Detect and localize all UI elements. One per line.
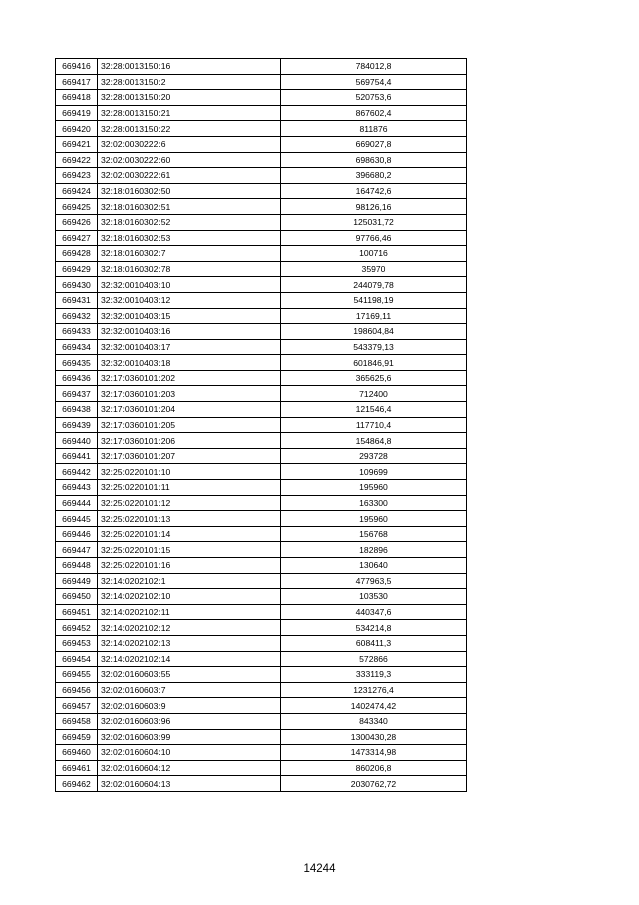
- table-row: [56, 573, 467, 589]
- table-row: [56, 152, 467, 168]
- value-cell: 156768: [281, 526, 467, 542]
- cadastral-number-cell: 32:14:0202102:10: [98, 589, 281, 605]
- cadastral-number-cell: 32:02:0160603:55: [98, 667, 281, 683]
- row-id-cell: 669445: [56, 511, 98, 527]
- cadastral-number-cell: 32:25:0220101:16: [98, 558, 281, 574]
- cadastral-number-cell: 32:02:0160604:13: [98, 776, 281, 792]
- row-id-cell: 669442: [56, 464, 98, 480]
- value-cell: 365625,6: [281, 370, 467, 386]
- cadastral-value-table: [55, 58, 467, 792]
- cadastral-number-cell: 32:14:0202102:1: [98, 573, 281, 589]
- table-row: [56, 230, 467, 246]
- cadastral-number-cell: 32:14:0202102:11: [98, 604, 281, 620]
- value-cell: 541198,19: [281, 292, 467, 308]
- row-id-cell: 669416: [56, 59, 98, 75]
- table-row: [56, 651, 467, 667]
- row-id-cell: 669446: [56, 526, 98, 542]
- cadastral-number-cell: 32:17:0360101:205: [98, 417, 281, 433]
- table-row: [56, 324, 467, 340]
- row-id-cell: 669432: [56, 308, 98, 324]
- cadastral-number-cell: 32:02:0160603:7: [98, 682, 281, 698]
- table-row: [56, 745, 467, 761]
- value-cell: 712400: [281, 386, 467, 402]
- cadastral-number-cell: 32:25:0220101:12: [98, 495, 281, 511]
- value-cell: 293728: [281, 448, 467, 464]
- table-row: [56, 495, 467, 511]
- row-id-cell: 669458: [56, 713, 98, 729]
- cadastral-number-cell: 32:14:0202102:13: [98, 635, 281, 651]
- cadastral-number-cell: 32:14:0202102:14: [98, 651, 281, 667]
- value-cell: 244079,78: [281, 277, 467, 293]
- table-row: [56, 261, 467, 277]
- row-id-cell: 669451: [56, 604, 98, 620]
- row-id-cell: 669448: [56, 558, 98, 574]
- value-cell: 843340: [281, 713, 467, 729]
- table-row: [56, 417, 467, 433]
- row-id-cell: 669431: [56, 292, 98, 308]
- row-id-cell: 669455: [56, 667, 98, 683]
- cadastral-number-cell: 32:28:0013150:20: [98, 90, 281, 106]
- value-cell: 198604,84: [281, 324, 467, 340]
- table-row: [56, 59, 467, 75]
- cadastral-number-cell: 32:14:0202102:12: [98, 620, 281, 636]
- value-cell: 163300: [281, 495, 467, 511]
- cadastral-number-cell: 32:25:0220101:13: [98, 511, 281, 527]
- row-id-cell: 669452: [56, 620, 98, 636]
- table-row: [56, 121, 467, 137]
- value-cell: 333119,3: [281, 667, 467, 683]
- row-id-cell: 669418: [56, 90, 98, 106]
- cadastral-number-cell: 32:18:0160302:51: [98, 199, 281, 215]
- row-id-cell: 669434: [56, 339, 98, 355]
- cadastral-number-cell: 32:17:0360101:206: [98, 433, 281, 449]
- table-row: [56, 355, 467, 371]
- row-id-cell: 669438: [56, 402, 98, 418]
- row-id-cell: 669419: [56, 105, 98, 121]
- table-row: [56, 682, 467, 698]
- cadastral-number-cell: 32:28:0013150:21: [98, 105, 281, 121]
- row-id-cell: 669417: [56, 74, 98, 90]
- cadastral-number-cell: 32:02:0030222:61: [98, 168, 281, 184]
- table-row: [56, 480, 467, 496]
- table-row: [56, 74, 467, 90]
- table-row: [56, 308, 467, 324]
- row-id-cell: 669450: [56, 589, 98, 605]
- table-row: [56, 635, 467, 651]
- table-row: [56, 105, 467, 121]
- table-row: [56, 370, 467, 386]
- table-row: [56, 589, 467, 605]
- value-cell: 103530: [281, 589, 467, 605]
- row-id-cell: 669422: [56, 152, 98, 168]
- row-id-cell: 669435: [56, 355, 98, 371]
- row-id-cell: 669426: [56, 214, 98, 230]
- table-row: [56, 604, 467, 620]
- table-body: [56, 59, 467, 792]
- row-id-cell: 669429: [56, 261, 98, 277]
- row-id-cell: 669449: [56, 573, 98, 589]
- row-id-cell: 669459: [56, 729, 98, 745]
- row-id-cell: 669454: [56, 651, 98, 667]
- table-row: [56, 760, 467, 776]
- table-row: [56, 183, 467, 199]
- table-row: [56, 90, 467, 106]
- table-row: [56, 448, 467, 464]
- table-row: [56, 620, 467, 636]
- row-id-cell: 669462: [56, 776, 98, 792]
- row-id-cell: 669427: [56, 230, 98, 246]
- value-cell: 477963,5: [281, 573, 467, 589]
- table-row: [56, 214, 467, 230]
- cadastral-number-cell: 32:18:0160302:7: [98, 246, 281, 262]
- cadastral-number-cell: 32:32:0010403:17: [98, 339, 281, 355]
- value-cell: 867602,4: [281, 105, 467, 121]
- value-cell: 117710,4: [281, 417, 467, 433]
- table-row: [56, 402, 467, 418]
- cadastral-number-cell: 32:02:0160603:9: [98, 698, 281, 714]
- value-cell: 608411,3: [281, 635, 467, 651]
- cadastral-number-cell: 32:02:0160603:99: [98, 729, 281, 745]
- row-id-cell: 669421: [56, 136, 98, 152]
- cadastral-number-cell: 32:02:0030222:6: [98, 136, 281, 152]
- value-cell: 130640: [281, 558, 467, 574]
- table-row: [56, 292, 467, 308]
- cadastral-number-cell: 32:17:0360101:207: [98, 448, 281, 464]
- value-cell: 98126,16: [281, 199, 467, 215]
- value-cell: 195960: [281, 480, 467, 496]
- table-row: [56, 136, 467, 152]
- cadastral-number-cell: 32:17:0360101:204: [98, 402, 281, 418]
- cadastral-number-cell: 32:18:0160302:50: [98, 183, 281, 199]
- cadastral-number-cell: 32:28:0013150:16: [98, 59, 281, 75]
- value-cell: 125031,72: [281, 214, 467, 230]
- value-cell: 543379,13: [281, 339, 467, 355]
- value-cell: 572866: [281, 651, 467, 667]
- value-cell: 860206,8: [281, 760, 467, 776]
- cadastral-number-cell: 32:25:0220101:14: [98, 526, 281, 542]
- table-row: [56, 464, 467, 480]
- cadastral-number-cell: 32:02:0160604:10: [98, 745, 281, 761]
- table-row: [56, 246, 467, 262]
- row-id-cell: 669444: [56, 495, 98, 511]
- row-id-cell: 669453: [56, 635, 98, 651]
- row-id-cell: 669437: [56, 386, 98, 402]
- value-cell: 1473314,98: [281, 745, 467, 761]
- cadastral-number-cell: 32:18:0160302:53: [98, 230, 281, 246]
- value-cell: 520753,6: [281, 90, 467, 106]
- table-row: [56, 168, 467, 184]
- table-row: [56, 542, 467, 558]
- value-cell: 440347,6: [281, 604, 467, 620]
- row-id-cell: 669440: [56, 433, 98, 449]
- value-cell: 396680,2: [281, 168, 467, 184]
- row-id-cell: 669425: [56, 199, 98, 215]
- value-cell: 121546,4: [281, 402, 467, 418]
- row-id-cell: 669420: [56, 121, 98, 137]
- row-id-cell: 669423: [56, 168, 98, 184]
- value-cell: 35970: [281, 261, 467, 277]
- cadastral-number-cell: 32:25:0220101:15: [98, 542, 281, 558]
- cadastral-number-cell: 32:32:0010403:18: [98, 355, 281, 371]
- table-row: [56, 511, 467, 527]
- table-row: [56, 729, 467, 745]
- value-cell: 109699: [281, 464, 467, 480]
- row-id-cell: 669439: [56, 417, 98, 433]
- cadastral-number-cell: 32:32:0010403:16: [98, 324, 281, 340]
- row-id-cell: 669433: [56, 324, 98, 340]
- value-cell: 601846,91: [281, 355, 467, 371]
- cadastral-number-cell: 32:28:0013150:22: [98, 121, 281, 137]
- cadastral-number-cell: 32:02:0030222:60: [98, 152, 281, 168]
- page-number: 14244: [303, 863, 336, 875]
- value-cell: 182896: [281, 542, 467, 558]
- row-id-cell: 669456: [56, 682, 98, 698]
- cadastral-number-cell: 32:18:0160302:52: [98, 214, 281, 230]
- table-row: [56, 386, 467, 402]
- table-row: [56, 713, 467, 729]
- cadastral-number-cell: 32:32:0010403:15: [98, 308, 281, 324]
- value-cell: 154864,8: [281, 433, 467, 449]
- row-id-cell: 669443: [56, 480, 98, 496]
- table-row: [56, 433, 467, 449]
- value-cell: 811876: [281, 121, 467, 137]
- row-id-cell: 669428: [56, 246, 98, 262]
- row-id-cell: 669461: [56, 760, 98, 776]
- row-id-cell: 669430: [56, 277, 98, 293]
- table-row: [56, 698, 467, 714]
- row-id-cell: 669457: [56, 698, 98, 714]
- table-row: [56, 776, 467, 792]
- value-cell: 2030762,72: [281, 776, 467, 792]
- table-row: [56, 526, 467, 542]
- cadastral-number-cell: 32:25:0220101:10: [98, 464, 281, 480]
- cadastral-number-cell: 32:32:0010403:10: [98, 277, 281, 293]
- value-cell: 1231276,4: [281, 682, 467, 698]
- cadastral-number-cell: 32:25:0220101:11: [98, 480, 281, 496]
- value-cell: 100716: [281, 246, 467, 262]
- row-id-cell: 669441: [56, 448, 98, 464]
- table-row: [56, 339, 467, 355]
- value-cell: 534214,8: [281, 620, 467, 636]
- cadastral-number-cell: 32:02:0160604:12: [98, 760, 281, 776]
- value-cell: 17169,11: [281, 308, 467, 324]
- row-id-cell: 669424: [56, 183, 98, 199]
- cadastral-number-cell: 32:17:0360101:202: [98, 370, 281, 386]
- row-id-cell: 669460: [56, 745, 98, 761]
- value-cell: 784012,8: [281, 59, 467, 75]
- cadastral-number-cell: 32:18:0160302:78: [98, 261, 281, 277]
- table-row: [56, 199, 467, 215]
- table-row: [56, 558, 467, 574]
- cadastral-number-cell: 32:17:0360101:203: [98, 386, 281, 402]
- value-cell: 698630,8: [281, 152, 467, 168]
- table-row: [56, 667, 467, 683]
- value-cell: 164742,6: [281, 183, 467, 199]
- value-cell: 669027,8: [281, 136, 467, 152]
- cadastral-number-cell: 32:02:0160603:96: [98, 713, 281, 729]
- cadastral-number-cell: 32:32:0010403:12: [98, 292, 281, 308]
- value-cell: 1402474,42: [281, 698, 467, 714]
- value-cell: 569754,4: [281, 74, 467, 90]
- row-id-cell: 669447: [56, 542, 98, 558]
- value-cell: 195960: [281, 511, 467, 527]
- table-row: [56, 277, 467, 293]
- cadastral-number-cell: 32:28:0013150:2: [98, 74, 281, 90]
- value-cell: 1300430,28: [281, 729, 467, 745]
- row-id-cell: 669436: [56, 370, 98, 386]
- value-cell: 97766,46: [281, 230, 467, 246]
